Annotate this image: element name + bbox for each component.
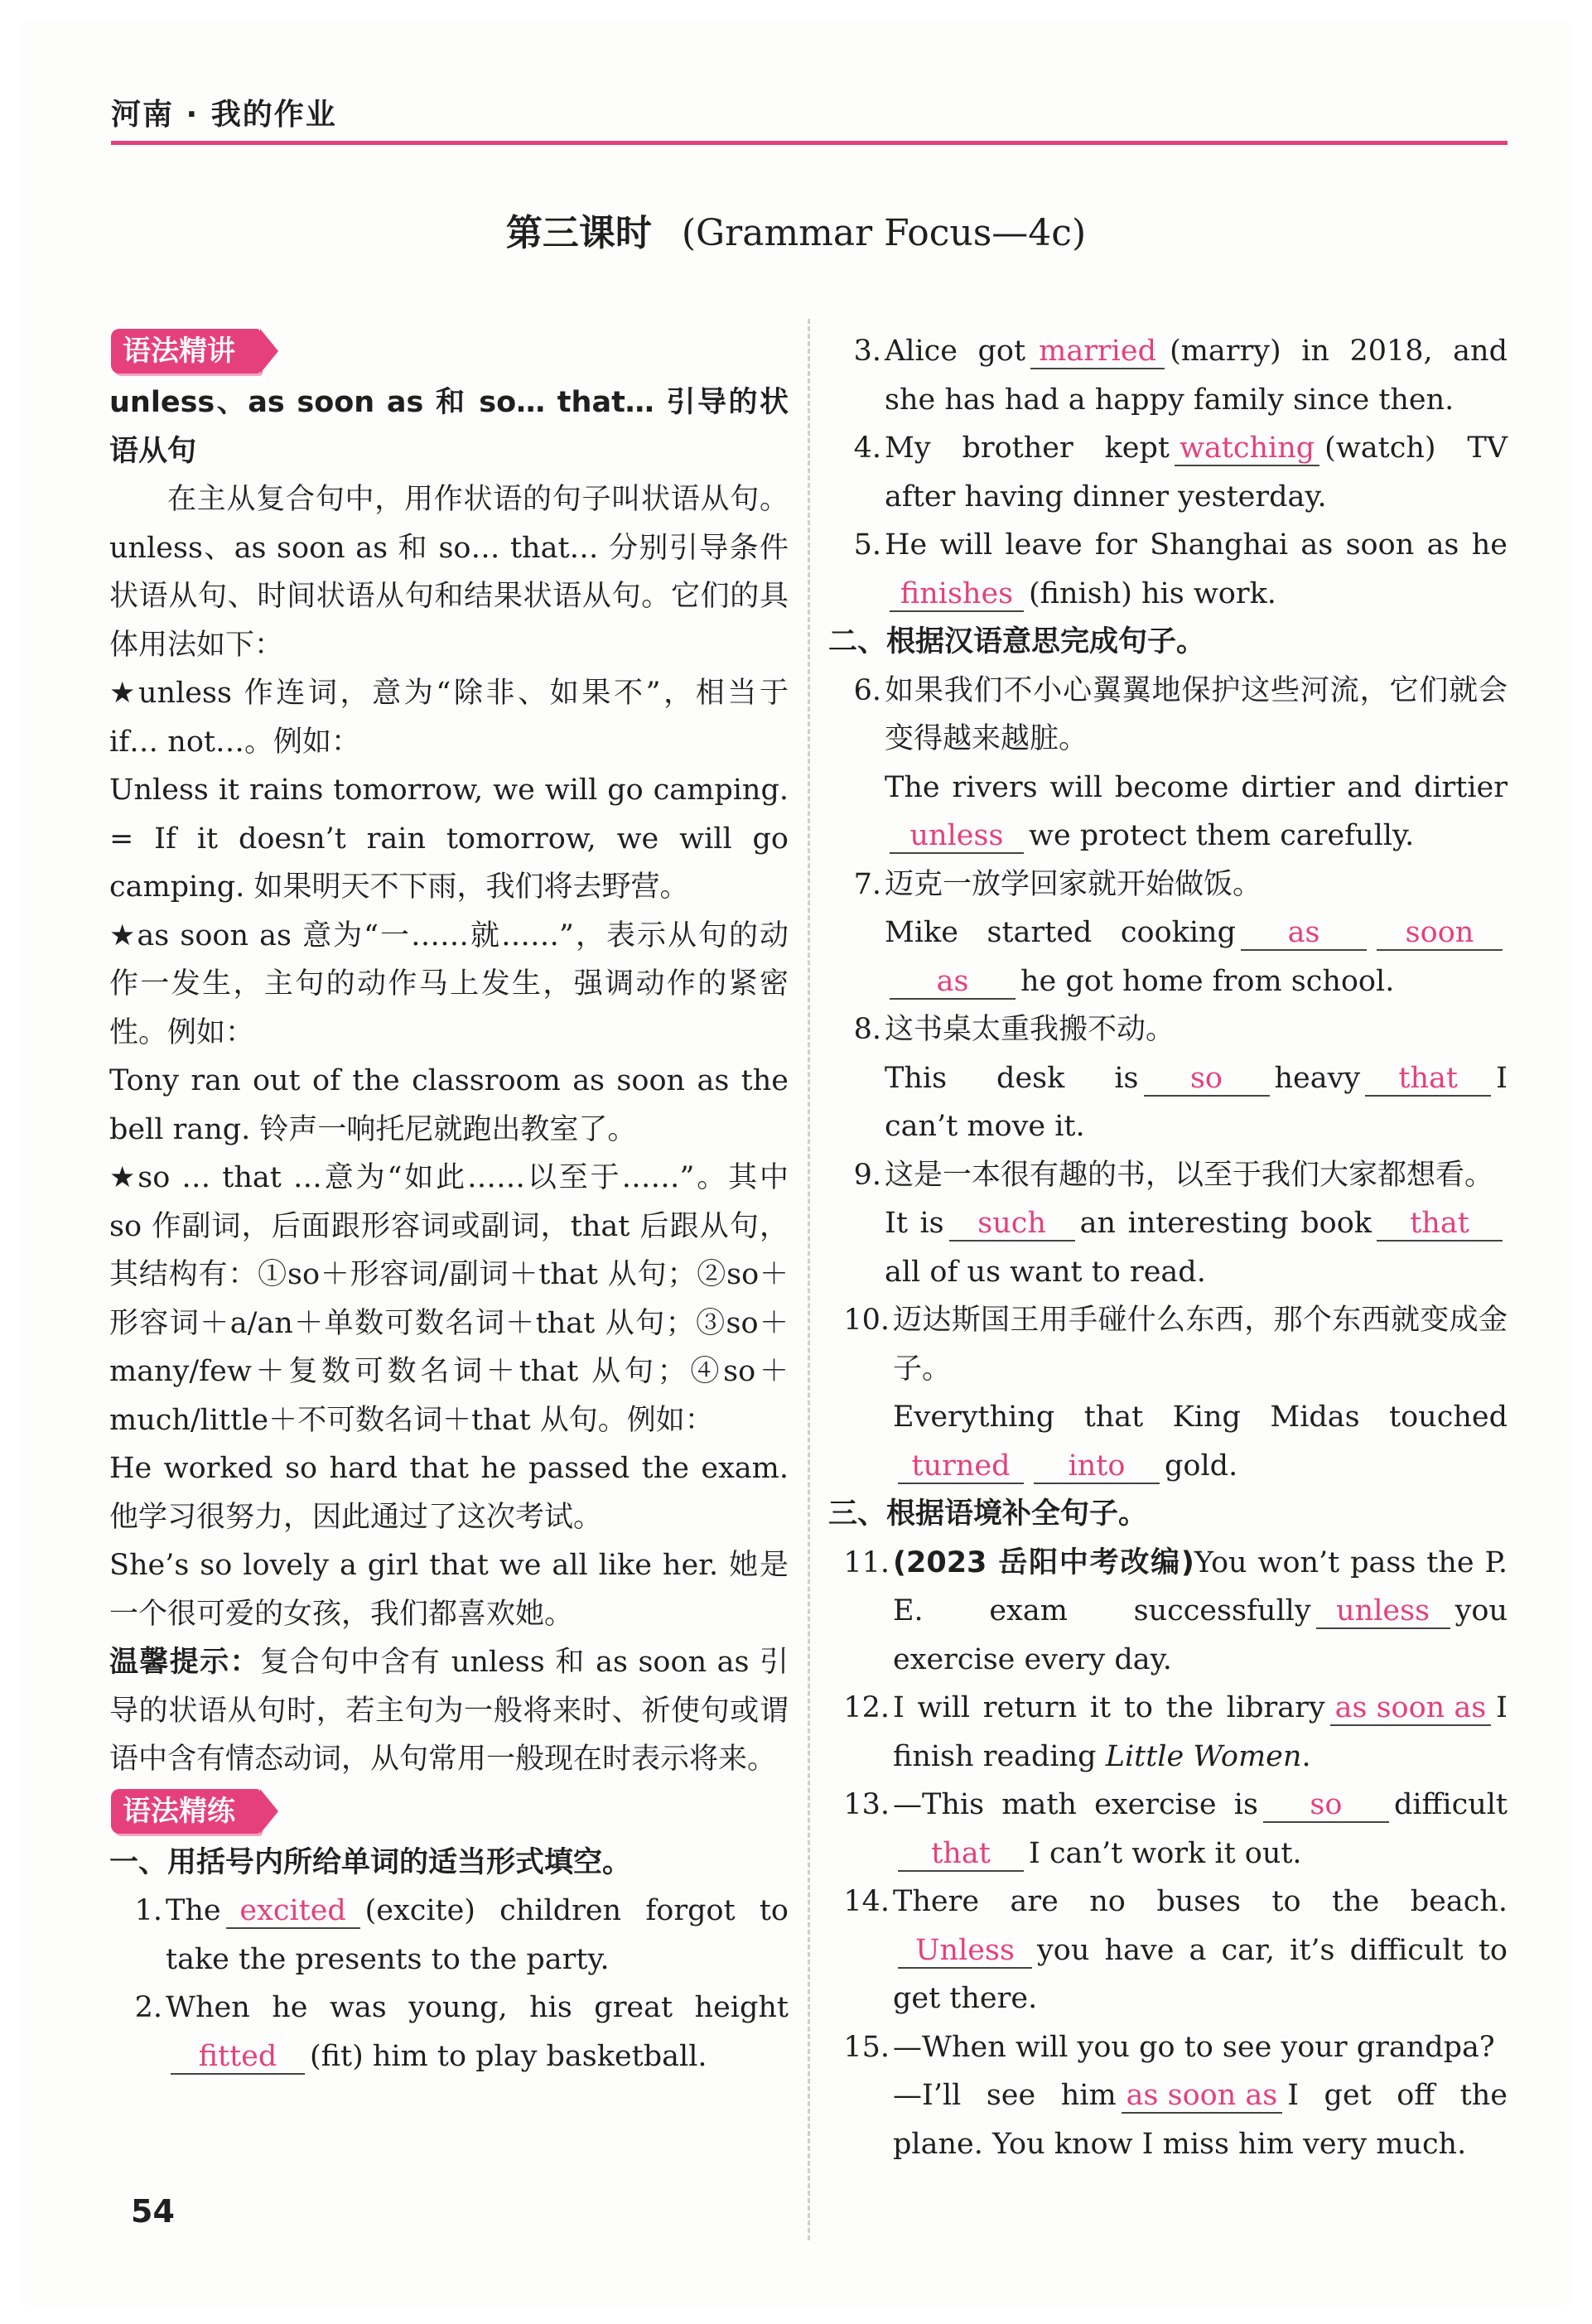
question-number: 3. — [853, 335, 881, 368]
answer-blank[interactable]: finishes — [890, 577, 1024, 612]
so-that-rule: ★ so … that …意为“如此……以至于……”。其中 so 作副词，后面跟形容词或副词，that 后跟从句，其结构有：①so＋形容词/副词＋that 从句；②so＋形容词＋a/an＋单数可数名词＋that 从句；③so＋ many/few＋复数可数名词＋that 从句；④so＋much/little＋不可数名词＋that 从句。例如： — [109, 1154, 789, 1444]
question-number: 15. — [843, 2030, 890, 2064]
answer-blank[interactable]: so — [1144, 1062, 1270, 1097]
question-number: 12. — [843, 1691, 890, 1724]
answer-blank[interactable]: turned — [898, 1449, 1024, 1484]
question-3: 3. Alice got married (marry) in 2018, and she has had a happy family since then. — [828, 327, 1508, 424]
question-number: 5. — [853, 528, 881, 562]
answer-blank[interactable]: so — [1263, 1788, 1389, 1823]
answer-blank[interactable]: that — [1377, 1207, 1503, 1242]
question-number: 10. — [843, 1304, 890, 1337]
question-8: 8. 这书桌太重我搬不动。 This desk is so heavy that I can’t move it. — [828, 1005, 1508, 1151]
unless-example: Unless it rains tomorrow, we will go camping. = If it doesn’t rain tomorrow, we will go camping. 如果明天不下雨，我们将去野营。 — [109, 774, 789, 904]
question-6: 6. 如果我们不小心翼翼地保护这些河流，它们就会变得越来越脏。 The rivers will become dirtier and dirtier unless we protect them carefully. — [828, 667, 1508, 861]
page-header: 河南 · 我的作业 — [111, 98, 337, 132]
question-15: 15. —When will you go to see your grandpa? —I’ll see him as soon as I get off the plane. You know I miss him very much. — [828, 2023, 1508, 2169]
tip-label: 温馨提示： — [109, 1646, 260, 1679]
so-that-example-2: She’s so lovely a girl that we all like her. 她是一个很可爱的女孩，我们都喜欢她。 — [109, 1549, 789, 1631]
answer-blank[interactable]: as soon as — [1330, 1691, 1492, 1726]
question-11: 11. (2023 岳阳中考改编)You won’t pass the P. E. exam successfully unless you exercise every day. — [828, 1539, 1508, 1685]
page-number: 54 — [131, 2193, 175, 2230]
question-1: 1. The excited (excite) children forgot to take the presents to the party. — [109, 1887, 789, 1984]
header-rule — [111, 141, 1508, 145]
question-number: 4. — [853, 432, 881, 465]
answer-blank[interactable]: such — [949, 1207, 1075, 1242]
answer-blank[interactable]: married — [1030, 335, 1165, 369]
answer-blank[interactable]: soon — [1377, 916, 1503, 951]
book-title: Little Women — [1105, 1739, 1302, 1773]
grammar-practice-ribbon: 语法精练 — [111, 1789, 260, 1834]
answer-blank[interactable]: fitted — [171, 2040, 305, 2075]
question-number: 14. — [843, 1885, 890, 1918]
section-3-heading: 三、根据语境补全句子。 — [828, 1497, 1148, 1531]
lesson-title-en: (Grammar Focus—4c) — [681, 212, 1087, 254]
tip-text: 复合句中含有 unless 和 as soon as 引导的状语从句时，若主句为一般将来时、祈使句或谓语中含有情态动词，从句常用一般现在时表示将来。 — [109, 1646, 789, 1776]
section-2-heading: 二、根据汉语意思完成句子。 — [828, 625, 1206, 658]
intro-text: 在主从复合句中，用作状语的句子叫状语从句。unless、as soon as 和 so… that… 分别引导条件状语从句、时间状语从句和结果状语从句。它们的具体用法如下： — [109, 483, 789, 662]
tip — [109, 1638, 789, 1784]
lesson-title-cn: 第三课时 — [505, 212, 652, 254]
answer-blank[interactable]: unless — [1316, 1594, 1450, 1629]
grammar-explain-ribbon: 语法精讲 — [111, 329, 260, 374]
right-column — [828, 327, 1508, 2168]
answer-blank[interactable]: as soon as — [1122, 2079, 1283, 2114]
lesson-title — [0, 203, 1592, 256]
source-tag: (2023 岳阳中考改编) — [893, 1545, 1194, 1579]
question-number: 13. — [843, 1788, 890, 1821]
answer-blank[interactable]: that — [1365, 1062, 1491, 1097]
answer-blank[interactable]: Unless — [898, 1934, 1032, 1969]
left-column — [109, 327, 789, 2081]
question-7: 7. 迈克一放学回家就开始做饭。 Mike started cooking as soon as he got home from school. — [828, 861, 1508, 1006]
question-number: 6. — [853, 673, 881, 707]
answer-blank[interactable]: watching — [1175, 432, 1319, 466]
answer-blank[interactable]: as — [1241, 916, 1367, 951]
question-number: 7. — [853, 867, 881, 901]
unless-rule: ★ unless 作连词，意为“除非、如果不”，相当于 if… not…。例如： — [109, 669, 789, 766]
question-13: 13. —This math exercise is so difficult that I can’t work it out. — [828, 1781, 1508, 1878]
question-number: 2. — [134, 1991, 162, 2024]
question-9: 9. 这是一本很有趣的书，以至于我们大家都想看。 It is such an interesting book that all of us want to read. — [828, 1151, 1508, 1297]
answer-blank[interactable]: into — [1034, 1449, 1160, 1484]
question-number: 1. — [134, 1894, 162, 1927]
so-that-example-1: He worked so hard that he passed the exam. 他学习很努力，因此通过了这次考试。 — [109, 1452, 789, 1534]
column-divider — [808, 319, 810, 2240]
as-soon-as-rule: ★ as soon as 意为“一……就……”，表示从句的动作一发生，主句的动作马上发生，强调动作的紧密性。例如： — [109, 912, 789, 1058]
question-number: 8. — [853, 1013, 881, 1046]
question-2: 2. When he was young, his great heightfitted (fit) him to play basketball. — [109, 1984, 789, 2081]
topic-heading: unless、as soon as 和 so… that… 引导的状语从句 — [109, 386, 789, 468]
answer-blank[interactable]: that — [898, 1837, 1024, 1872]
question-14: 14. There are no buses to the beach. Unless you have a car, it’s difficult to get there. — [828, 1878, 1508, 2023]
answer-blank[interactable]: unless — [890, 819, 1024, 854]
question-4: 4. My brother kept watching (watch) TV after having dinner yesterday. — [828, 424, 1508, 521]
section-1-heading: 一、用括号内所给单词的适当形式填空。 — [109, 1845, 632, 1879]
answer-blank[interactable]: as — [890, 965, 1016, 1000]
question-5: 5. He will leave for Shanghai as soon as he finishes (finish) his work. — [828, 521, 1508, 618]
question-10: 10. 迈达斯国王用手碰什么东西，那个东西就变成金子。 Everything that King Midas touched turned into gold. — [828, 1296, 1508, 1490]
question-12: 12. I will return it to the library as soon as I finish reading Little Women. — [828, 1684, 1508, 1781]
question-number: 9. — [853, 1158, 881, 1192]
answer-blank[interactable]: excited — [226, 1894, 360, 1929]
as-soon-as-example: Tony ran out of the classroom as soon as the bell rang. 铃声一响托尼就跑出教室了。 — [109, 1064, 789, 1146]
question-number: 11. — [843, 1545, 890, 1579]
